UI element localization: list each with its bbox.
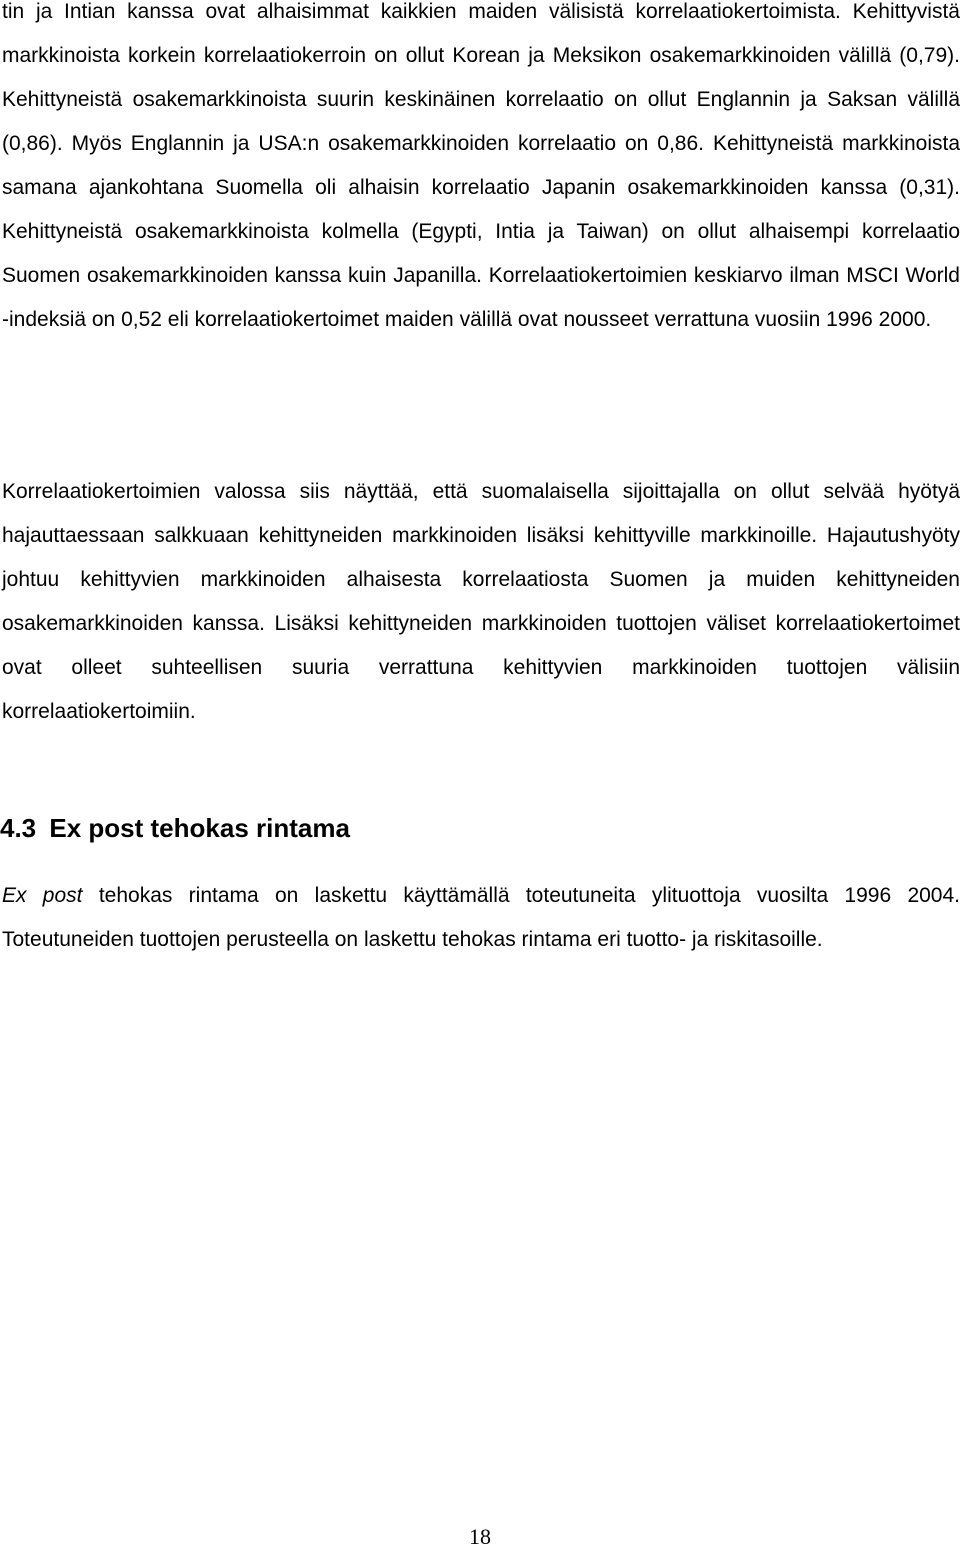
- section-number: 4.3: [0, 813, 37, 843]
- paragraph-body: tehokas rintama on laskettu käyttämällä toteutuneita ylituottoja vuosilta 1996 2004. Toteutuneiden tuottojen perusteella on laskettu tehokas rintama eri tuotto- ja riskitasoille.: [2, 884, 960, 951]
- paragraph-efficient-frontier: [2, 874, 960, 962]
- page-number: 18: [469, 1524, 491, 1549]
- section-heading: [0, 810, 350, 846]
- paragraph-italic-term: Ex post: [2, 884, 83, 907]
- paragraph-correlations: tin ja Intian kanssa ovat alhaisimmat kaikkien maiden välisistä korrelaatiokertoimista. Kehittyvistä markkinoista korkein korrelaatiokerroin on ollut Korean ja Meksikon osakemarkkinoiden välillä (0,79). Kehittyneistä osakemarkkinoista suurin keskinäinen korrelaatio on ollut Englannin ja Saksan välillä (0,86). Myös Englannin ja USA:n osakemarkkinoiden korrelaatio on 0,86. Kehittyneistä markkinoista samana ajankohtana Suomella oli alhaisin korrelaatio Japanin osakemarkkinoiden kanssa (0,31). Kehittyneistä osakemarkkinoista kolmella (Egypti, Intia ja Taiwan) on ollut alhaisempi korrelaatio Suomen osakemarkkinoiden kanssa kuin Japanilla. Korrelaatiokertoimien keskiarvo ilman MSCI World -indeksiä on 0,52 eli korrelaatiokertoimet maiden välillä ovat nousseet verrattuna vuosiin 1996 2000.: [2, 0, 960, 331]
- paragraph-diversification: Korrelaatiokertoimien valossa siis näyttää, että suomalaisella sijoittajalla on ollut selvää hyötyä hajauttaessaan salkkuaan kehittyneiden markkinoiden lisäksi kehittyville markkinoille. Hajautushyöty johtuu kehittyvien markkinoiden alhaisesta korrelaatiosta Suomen ja muiden kehittyneiden osakemarkkinoiden kanssa. Lisäksi kehittyneiden markkinoiden tuottojen väliset korrelaatiokertoimet ovat olleet suhteellisen suuria verrattuna kehittyvien markkinoiden tuottojen välisiin korrelaatiokertoimiin.: [2, 480, 960, 723]
- section-title: Ex post tehokas rintama: [49, 813, 350, 843]
